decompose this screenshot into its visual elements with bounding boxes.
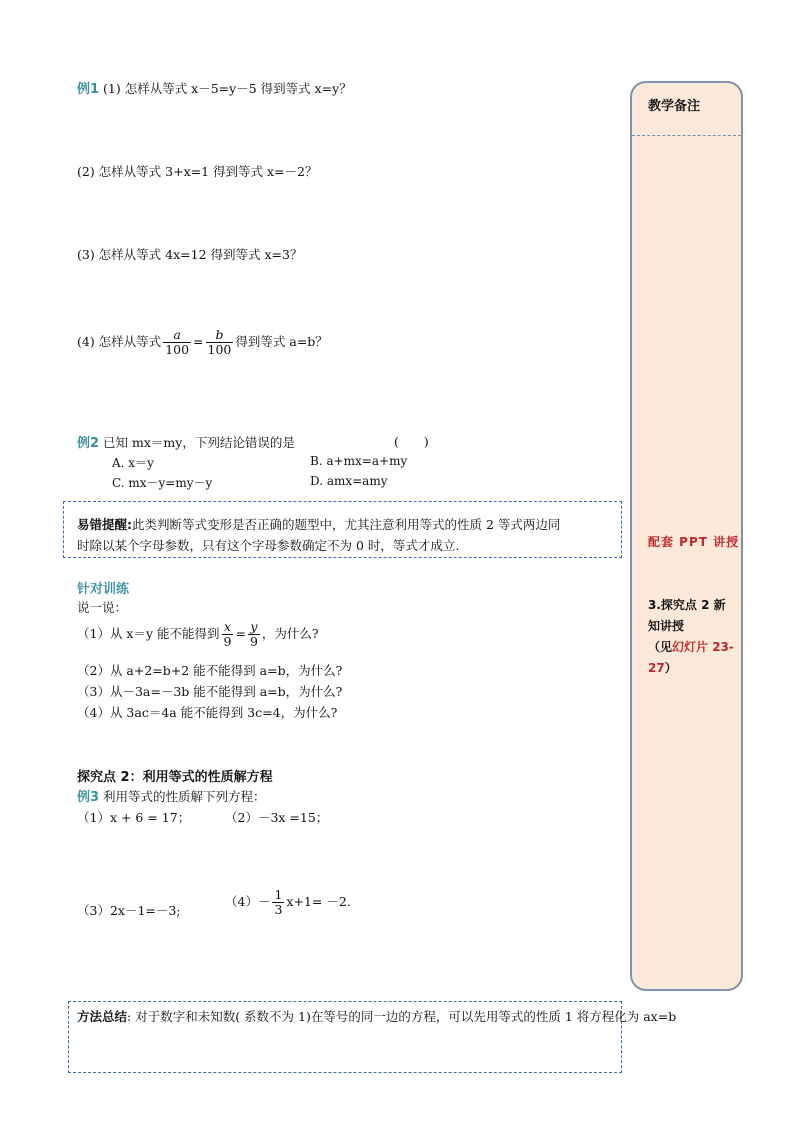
example1-q3: (3) 怎样从等式 4x=12 得到等式 x=3？	[77, 247, 303, 262]
fraction-denominator: 3	[274, 901, 283, 917]
fraction-1-over-3	[272, 888, 284, 917]
option-b: B. a+mx=a+my	[310, 454, 408, 468]
option-a: A. x＝y	[112, 456, 154, 470]
fraction-b-over-100	[206, 328, 234, 357]
training-item2: （2）从 a+2=b+2 能不能得到 a=b，为什么?	[77, 663, 343, 678]
sidebar-note-slides	[648, 637, 738, 679]
option-c: C. mx－y=my－y	[112, 476, 213, 490]
fraction-denominator: 9	[249, 633, 258, 649]
fraction-denominator: 100	[207, 341, 232, 357]
method-label: 方法总结	[77, 1009, 128, 1024]
teaching-notes-sidebar	[630, 81, 743, 991]
answer-paren: ( )	[394, 434, 429, 449]
training-item1-pre: （1）从 x＝y 能不能得到	[77, 625, 220, 641]
fraction-x-over-9	[222, 620, 234, 649]
equals-sign: =	[193, 333, 204, 349]
training-item4: （4）从 3ac＝4a 能不能得到 3c=4，为什么?	[77, 705, 338, 720]
example1-q2: (2) 怎样从等式 3+x=1 得到等式 x=－2？	[77, 164, 318, 179]
example3-label: 例3	[77, 790, 100, 805]
training-item3: （3）从－3a=－3b 能不能得到 a=b，为什么?	[77, 684, 343, 699]
warning-label: 易错提醒:	[77, 517, 132, 532]
equation-4-pre: （4）－	[225, 893, 271, 909]
example2-stem	[77, 432, 295, 451]
option-d: D. amx=amy	[310, 474, 388, 488]
training-title: 针对训练	[77, 582, 130, 597]
warning-line2: 时除以某个字母参数，只有这个字母参数确定不为 0 时，等式才成立.	[77, 538, 460, 553]
sidebar-note-section: 3.探究点 2 新知讲授	[648, 598, 726, 633]
example2-label: 例2	[77, 436, 100, 451]
fraction-numerator: b	[206, 328, 234, 343]
fraction-numerator: x	[222, 620, 234, 635]
warning-line1	[77, 515, 560, 533]
fraction-denominator: 100	[165, 341, 190, 357]
equation-4	[225, 888, 351, 917]
sidebar-header	[632, 83, 741, 136]
fraction-denominator: 9	[223, 633, 232, 649]
equation-1: （1）x + 6 = 17；	[77, 810, 191, 825]
example3-stem-text: 利用等式的性质解下列方程：	[103, 789, 266, 804]
equals-sign: =	[235, 625, 246, 641]
explore-title: 探究点 2：利用等式的性质解方程	[77, 770, 273, 785]
fraction-numerator: a	[163, 328, 191, 343]
example1-q4-pre: (4) 怎样从等式	[77, 333, 162, 349]
example1-label: 例1	[77, 82, 100, 97]
example1-q1-text: (1) 怎样从等式 x－5=y－5 得到等式 x=y？	[103, 81, 352, 96]
equation-2: （2）－3x =15；	[225, 810, 329, 825]
sidebar-note-close: ）	[664, 661, 677, 675]
example1-q1	[77, 78, 352, 97]
training-item1	[77, 620, 319, 649]
example1-q4-post: 得到等式 a=b？	[235, 333, 328, 349]
sidebar-title: 教学备注	[648, 99, 701, 114]
sidebar-note-open: （见	[648, 640, 673, 654]
fraction-numerator: 1	[274, 887, 283, 902]
fraction-numerator: y	[248, 620, 260, 635]
example1-q4	[77, 328, 328, 357]
sidebar-note-ppt: 配套 PPT 讲授	[648, 535, 740, 549]
sidebar-note-slide-range: 幻灯片 23-27	[648, 640, 734, 675]
warning-line1-text: 此类判断等式变形是否正确的题型中，尤其注意利用等式的性质 2 等式两边同	[132, 517, 561, 532]
equation-4-post: x+1= －2.	[286, 893, 351, 909]
fraction-a-over-100	[163, 328, 191, 357]
method-summary	[77, 1007, 676, 1025]
training-item1-post: ，为什么?	[261, 625, 319, 641]
equation-3: （3）2x－1=－3;	[77, 903, 181, 918]
fraction-y-over-9	[248, 620, 260, 649]
method-text: : 对于数字和未知数( 系数不为 1)在等号的同一边的方程，可以先用等式的性质 1 将方程化为 ax=b	[127, 1009, 677, 1024]
training-intro: 说一说：	[77, 600, 128, 615]
example3-stem	[77, 786, 266, 805]
example2-stem-text: 已知 mx＝my，下列结论错误的是	[103, 435, 295, 450]
